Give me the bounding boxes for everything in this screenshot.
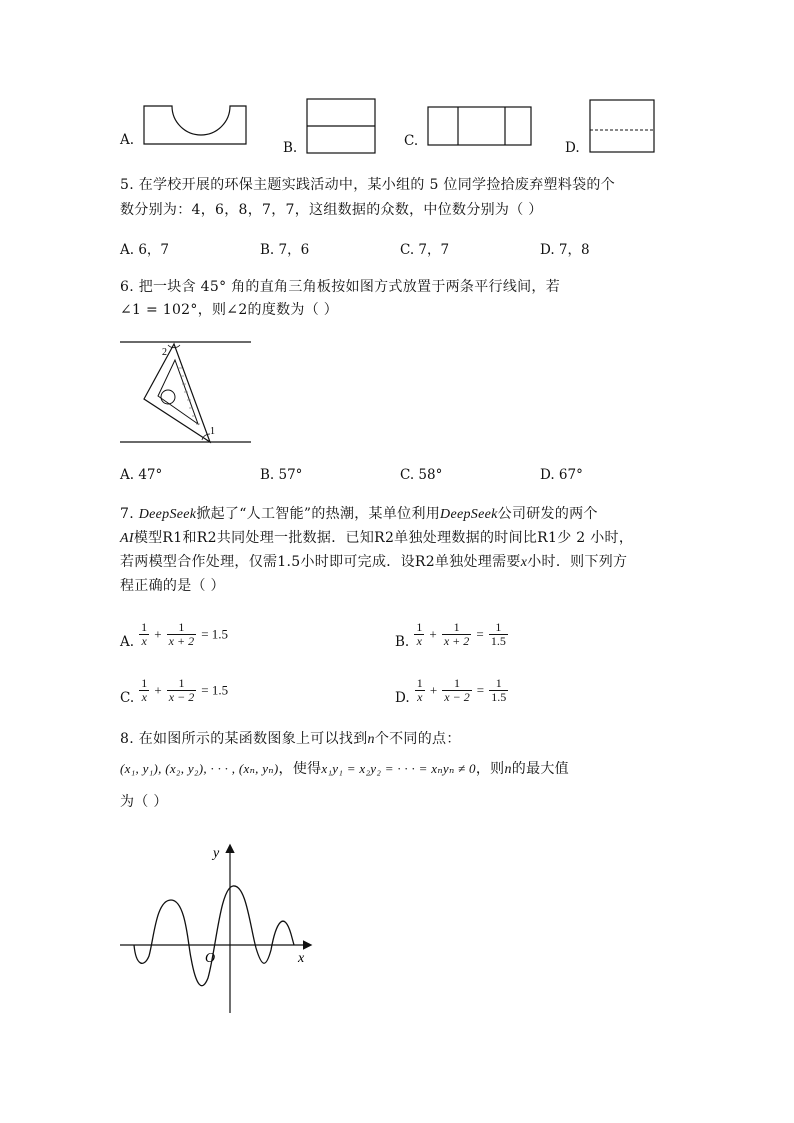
set-square-hole — [161, 390, 175, 404]
plus-sign: + — [429, 626, 437, 642]
numerator: 1 — [167, 677, 196, 691]
equals-sign: = — [476, 682, 485, 698]
ai-term: AI — [120, 531, 134, 546]
q7-option-d-label: D. — [395, 690, 410, 706]
fraction — [489, 621, 508, 648]
q7-line-3 — [120, 552, 627, 573]
q4-figure-c — [425, 104, 535, 148]
q6-figure — [118, 338, 253, 446]
q4-option-c-label: C. — [404, 133, 419, 149]
denominator: x — [416, 633, 422, 648]
denominator: x — [141, 689, 147, 704]
q4-figure-d — [587, 97, 659, 155]
q7-option-b — [395, 618, 508, 658]
var-x: x — [520, 555, 528, 570]
numerator: 1 — [442, 677, 471, 691]
q4-option-a-label: A. — [120, 132, 135, 148]
q6-option-a: A. 47° — [120, 467, 163, 483]
deepseek-term-2: DeepSeek — [440, 507, 498, 522]
q8-line-3: 为（ ） — [120, 794, 168, 810]
q4-options — [0, 0, 794, 160]
q7-option-d — [395, 674, 508, 714]
rhs: = 1.5 — [201, 682, 229, 698]
plus-sign: + — [154, 682, 162, 698]
fraction — [167, 677, 196, 704]
q7-line-4: 程正确的是（ ） — [120, 578, 225, 594]
fraction — [415, 677, 425, 704]
q8-line-1 — [120, 729, 461, 750]
origin-label: O — [205, 951, 216, 966]
numerator: 1 — [167, 621, 196, 635]
q6-option-b: B. 57° — [260, 467, 303, 483]
rhs: = 1.5 — [201, 626, 229, 642]
denominator: x + 2 — [168, 633, 195, 648]
function-curve — [134, 886, 294, 986]
point-list: (x₁, y₁), (x₂, y₂), · · · , (xₙ, yₙ) — [120, 761, 279, 776]
q8-text-3: ，使得 — [278, 761, 322, 777]
denominator: 1.5 — [490, 633, 506, 648]
numerator: 1 — [442, 621, 471, 635]
q5-option-d: D. 7，8 — [540, 242, 590, 258]
q6-line-1: 6. 把一块含 45° 角的直角三角板按如图方式放置于两条平行线间，若 — [120, 279, 561, 295]
q5-option-b: B. 7，6 — [260, 242, 310, 258]
q8-function-graph — [116, 838, 322, 1018]
q7-line-2 — [120, 528, 633, 549]
q7-text-5: 小时．则下列方 — [527, 554, 628, 570]
equals-sign: = — [476, 626, 484, 642]
plus-sign: + — [154, 626, 162, 642]
q5-line-1: 5. 在学校开展的环保主题实践活动中，某小组的 5 位同学捡拾废弃塑料袋的个 — [120, 177, 616, 193]
q6-options — [0, 467, 794, 489]
q7-text-3: 模型R1和R2共同处理一批数据．已知R2单独处理数据的时间比R1少 2 小时， — [133, 530, 634, 546]
q5-option-a: A. 6，7 — [120, 242, 170, 258]
denominator: x + 2 — [443, 633, 470, 648]
q7-option-a — [120, 618, 228, 658]
numerator: 1 — [141, 619, 148, 634]
fraction — [414, 621, 424, 648]
denominator: x — [141, 633, 147, 648]
q7-option-c — [120, 674, 228, 714]
fraction — [489, 677, 508, 704]
angle-1-label: 1 — [210, 426, 215, 437]
q4-option-d-label: D. — [565, 140, 580, 156]
q4-figure-a — [140, 102, 250, 148]
q8-text-2: 个不同的点： — [374, 731, 461, 747]
q5-options — [0, 238, 794, 260]
fraction — [442, 621, 471, 648]
denominator: 1.5 — [491, 689, 507, 704]
numerator: 1 — [416, 619, 423, 634]
plus-sign: + — [429, 682, 438, 698]
q5-option-c: C. 7，7 — [400, 242, 450, 258]
denominator: x − 2 — [444, 689, 470, 704]
var-n: n — [504, 762, 512, 777]
numerator: 1 — [489, 677, 508, 691]
fraction — [139, 677, 149, 704]
q7-line-1 — [120, 504, 598, 525]
var-n: n — [367, 732, 375, 747]
q7-option-c-label: C. — [120, 690, 135, 706]
q5-line-2: 数分别为：4，6，8，7，7，这组数据的众数，中位数分别为（ ） — [120, 202, 543, 218]
q8-text-1: 8. 在如图所示的某函数图象上可以找到 — [120, 731, 368, 747]
q8-line-2 — [120, 759, 569, 780]
numerator: 1 — [416, 675, 423, 690]
angle-2-label: 2 — [162, 347, 167, 358]
fraction — [442, 677, 471, 704]
q7-text-2: 公司研发的两个 — [497, 506, 598, 522]
denominator: x — [417, 689, 423, 704]
numerator: 1 — [489, 621, 508, 635]
numerator: 1 — [141, 675, 148, 690]
q4-figure-b — [304, 96, 378, 156]
deepseek-term-1: DeepSeek — [138, 507, 197, 522]
q7-text-1: 掀起了“人工智能”的热潮，某单位利用 — [196, 506, 441, 522]
q7-option-b-label: B. — [395, 634, 410, 650]
set-square-outer — [144, 344, 210, 442]
fraction — [139, 621, 149, 648]
q6-option-d: D. 67° — [540, 467, 583, 483]
q6-line-2: ∠1 = 102°，则∠2的度数为（ ） — [120, 302, 339, 318]
product-condition: x₁y₁ = x₂y₂ = · · · = xₙyₙ ≠ 0 — [321, 761, 476, 776]
fraction — [167, 621, 196, 648]
x-axis-label: x — [298, 951, 305, 966]
q7-option-a-label: A. — [120, 634, 135, 650]
q4-option-b-label: B. — [283, 140, 298, 156]
q8-text-5: 的最大值 — [511, 761, 569, 777]
q6-option-c: C. 58° — [400, 467, 443, 483]
y-axis-label: y — [213, 846, 220, 861]
q7-text-4: 若两模型合作处理，仅需1.5小时即可完成．设R2单独处理需要 — [120, 554, 521, 570]
q8-text-4: ，则 — [475, 761, 505, 777]
q7-number: 7. — [120, 506, 134, 522]
denominator: x − 2 — [168, 689, 195, 704]
